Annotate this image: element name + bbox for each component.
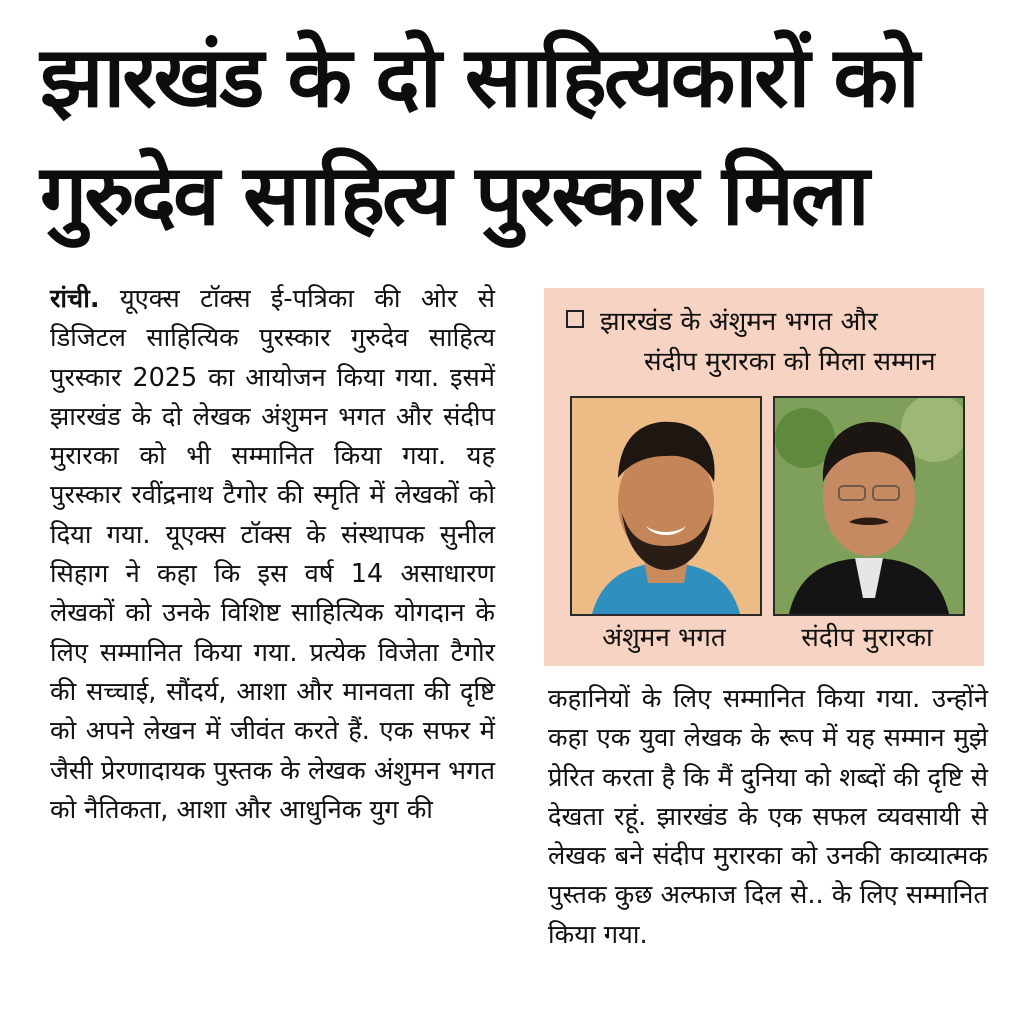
highlight-heading-line-1: झारखंड के अंशुमन भगत और — [600, 307, 878, 337]
checkbox-bullet-icon — [566, 310, 584, 328]
highlight-box — [544, 288, 984, 666]
highlight-heading — [566, 302, 976, 382]
article-body-right: कहानियों के लिए सम्मानित किया गया. उन्होंने कहा एक युवा लेखक के रूप में यह सम्मान मुझे प्रेरित करता है कि मैं दुनिया को शब्दों की दृष्टि से देखता रहूं. झारखंड के एक सफल व्यवसायी से लेखक बने संदीप मुरारका को उनकी काव्यात्मक पुस्तक कुछ अल्फाज दिल से.. के लिए सम्मानित किया गया. — [548, 684, 988, 950]
highlight-heading-line-2: संदीप मुरारका को मिला सम्मान — [644, 347, 936, 377]
portrait-photo-icon — [572, 398, 760, 614]
article-column-left — [50, 280, 495, 830]
portrait-photo-icon — [775, 398, 963, 614]
headline-line-1: झारखंड के दो साहित्यकारों को — [40, 28, 917, 126]
photo-caption: संदीप मुरारका — [801, 623, 933, 653]
photo-sandeep-murarka — [773, 396, 965, 616]
photo-anshuman-bhagat — [570, 396, 762, 616]
photo-caption: अंशुमन भगत — [602, 623, 726, 653]
article-body-left: यूएक्स टॉक्स ई-पत्रिका की ओर से डिजिटल साहित्यिक पुरस्कार गुरुदेव साहित्य पुरस्कार 2025 का आयोजन किया गया. इसमें झारखंड के दो लेखक अंशुमन भगत और संदीप मुरारका को भी सम्मानित किया गया. यह पुरस्कार रवींद्रनाथ टैगोर की स्मृति में लेखकों को दिया गया. यूएक्स टॉक्स के संस्थापक सुनील सिहाग ने कहा कि इस वर्ष 14 असाधारण लेखकों को उनके विशिष्ट साहित्यिक योगदान के लिए सम्मानित किया गया. प्रत्येक विजेता टैगोर की सच्चाई, सौंदर्य, आशा और मानवता की दृष्टि को अपने लेखन में जीवंत करते हैं. एक सफर में जैसी प्रेरणादायक पुस्तक के लेखक अंशुमन भगत को नैतिकता, आशा और आधुनिक युग की — [50, 284, 495, 825]
headline — [40, 18, 1010, 254]
dateline: रांची. — [50, 284, 100, 314]
headline-line-2: गुरुदेव साहित्य पुरस्कार मिला — [40, 146, 867, 244]
article-column-right — [548, 680, 988, 955]
